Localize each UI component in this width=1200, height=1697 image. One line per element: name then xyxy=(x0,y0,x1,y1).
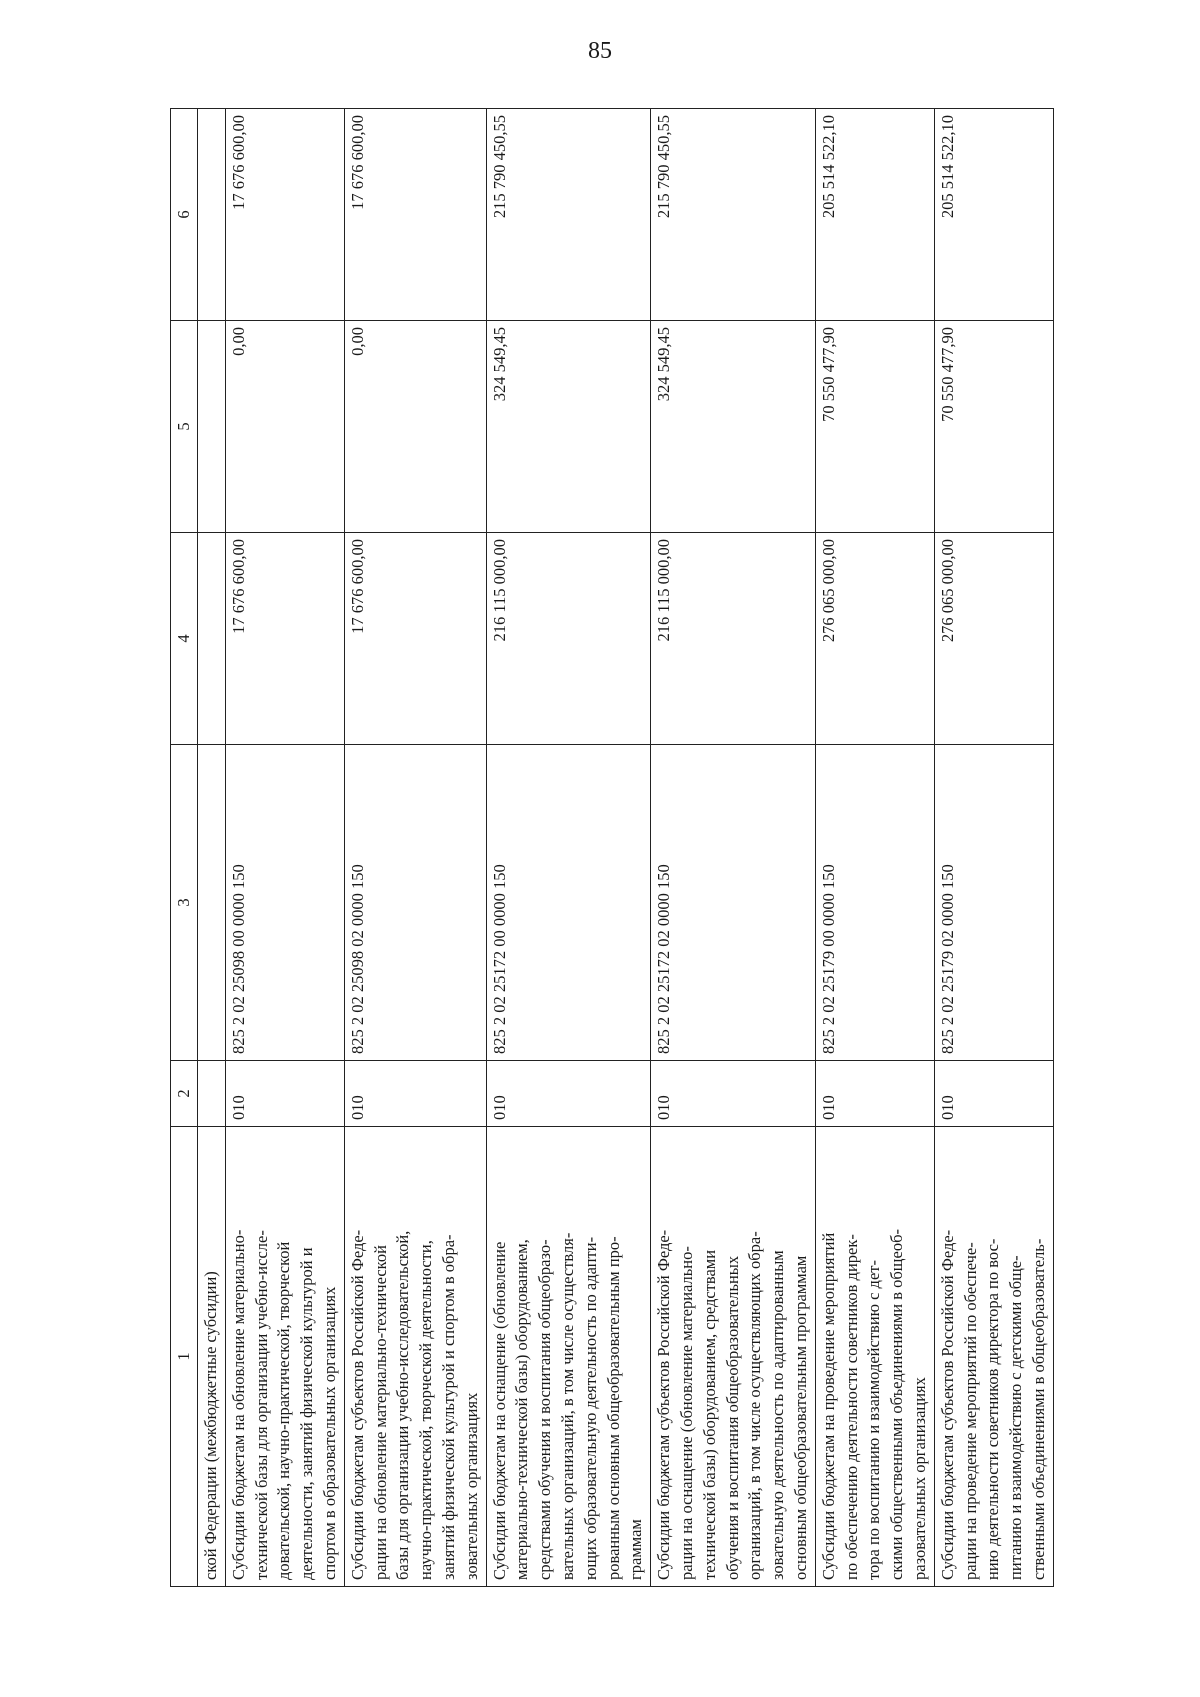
row-name-line: научно-практической, творческой деятельности, xyxy=(416,1240,436,1580)
row-code: 010 xyxy=(486,1061,651,1127)
row-amount-col5: 70 550 477,90 xyxy=(934,321,1053,533)
table-cell xyxy=(198,533,226,745)
row-name-line: рации на обновление материально-технической xyxy=(370,1245,390,1580)
row-name-line: Субсидии бюджетам на оснащение (обновление xyxy=(489,1241,509,1580)
row-name-line: рованным основным общеобразовательным про- xyxy=(603,1236,623,1580)
row-kbk-code: 825 2 02 25172 00 0000 150 xyxy=(486,745,651,1061)
row-name-line: Субсидии бюджетам субъектов Российской Феде- xyxy=(347,1229,367,1580)
row-name-line: базы для организации учебно-исследовательской, xyxy=(393,1230,413,1580)
column-header-3: 3 xyxy=(171,745,198,1061)
row-name-line: ющих образовательную деятельность по адапти- xyxy=(580,1236,600,1580)
row-amount-col5: 324 549,45 xyxy=(651,321,816,533)
row-kbk-code: 825 2 02 25098 02 0000 150 xyxy=(344,745,486,1061)
table-cell xyxy=(198,1061,226,1127)
row-amount-col5: 70 550 477,90 xyxy=(815,321,934,533)
column-header-4: 4 xyxy=(171,533,198,745)
row-amount-col4: 216 115 000,00 xyxy=(486,533,651,745)
row-amount-col6: 17 676 600,00 xyxy=(225,109,344,321)
row-name-line: Субсидии бюджетам на обновление материально- xyxy=(228,1229,248,1580)
row-name-line: нию деятельности советников директора по вос- xyxy=(983,1238,1003,1580)
row-name-line: спортом в образовательных организациях xyxy=(319,1286,339,1580)
row-amount-col6: 205 514 522,10 xyxy=(815,109,934,321)
row-name xyxy=(815,1127,934,1587)
table-row xyxy=(651,109,816,1587)
row-name-line: занятий физической культурой и спортом в обра- xyxy=(438,1234,458,1580)
row-amount-col6: 215 790 450,55 xyxy=(486,109,651,321)
continuation-row xyxy=(198,109,226,1587)
table-row xyxy=(815,109,934,1587)
row-name-line: ственными объединениями в общеобразователь- xyxy=(1028,1238,1048,1580)
row-amount-col6: 215 790 450,55 xyxy=(651,109,816,321)
row-code: 010 xyxy=(934,1061,1053,1127)
column-header-6: 6 xyxy=(171,109,198,321)
row-name xyxy=(651,1127,816,1587)
row-name-line: вательных организаций, в том числе осуществля- xyxy=(557,1232,577,1580)
row-name-line: зовательную деятельность по адаптированным xyxy=(768,1250,788,1580)
row-name-line: рации на проведение мероприятий по обеспече- xyxy=(960,1242,980,1580)
row-kbk-code: 825 2 02 25098 00 0000 150 xyxy=(225,745,344,1061)
row-amount-col4: 17 676 600,00 xyxy=(344,533,486,745)
page-number: 85 xyxy=(588,38,612,64)
row-kbk-code: 825 2 02 25172 02 0000 150 xyxy=(651,745,816,1061)
row-name xyxy=(486,1127,651,1587)
table-cell xyxy=(198,745,226,1061)
header-row xyxy=(171,109,198,1587)
row-name-line: технической базы) оборудованием, средствами xyxy=(699,1249,719,1580)
row-name-line: граммам xyxy=(626,1519,646,1580)
row-amount-col4: 17 676 600,00 xyxy=(225,533,344,745)
column-header-5: 5 xyxy=(171,321,198,533)
row-amount-col6: 205 514 522,10 xyxy=(934,109,1053,321)
row-amount-col4: 276 065 000,00 xyxy=(934,533,1053,745)
table-cell xyxy=(198,109,226,321)
row-amount-col4: 276 065 000,00 xyxy=(815,533,934,745)
row-code: 010 xyxy=(815,1061,934,1127)
row-name xyxy=(934,1127,1053,1587)
row-code: 010 xyxy=(651,1061,816,1127)
row-amount-col5: 324 549,45 xyxy=(486,321,651,533)
row-name-line: технической базы для организации учебно-иссле- xyxy=(251,1230,271,1580)
table-row xyxy=(344,109,486,1587)
table-wrapper xyxy=(170,109,1048,1587)
row-name-line: рации на оснащение (обновление материально- xyxy=(676,1246,696,1580)
rotated-table-container xyxy=(170,109,1048,1587)
row-name-line: Субсидии бюджетам на проведение мероприятий xyxy=(818,1232,838,1580)
budget-table xyxy=(170,108,1054,1587)
table-row xyxy=(225,109,344,1587)
row-code: 010 xyxy=(344,1061,486,1127)
row-kbk-code: 825 2 02 25179 02 0000 150 xyxy=(934,745,1053,1061)
row-name-line: организаций, в том числе осуществляющих обра- xyxy=(745,1231,765,1580)
column-header-2: 2 xyxy=(171,1061,198,1127)
table-row xyxy=(486,109,651,1587)
row-name-line: довательской, научно-практической, творческой xyxy=(274,1241,294,1580)
row-name-line: разовательных организациях xyxy=(909,1377,929,1580)
continuation-text: ской Федерации (межбюджетные субсидии) xyxy=(198,1127,226,1587)
row-name-line: Субсидии бюджетам субъектов Российской Феде- xyxy=(654,1229,674,1580)
row-name xyxy=(344,1127,486,1587)
row-name-line: питанию и взаимодействию с детскими обще- xyxy=(1006,1255,1026,1580)
row-amount-col4: 216 115 000,00 xyxy=(651,533,816,745)
table-cell xyxy=(198,321,226,533)
row-name-line: скими общественными объединениями в общеоб- xyxy=(887,1229,907,1580)
row-amount-col6: 17 676 600,00 xyxy=(344,109,486,321)
row-name-line: тора по воспитанию и взаимодействию с дет- xyxy=(864,1260,884,1580)
table-row xyxy=(934,109,1053,1587)
row-name-line: Субсидии бюджетам субъектов Российской Феде- xyxy=(937,1229,957,1580)
row-name-line: по обеспечению деятельности советников дирек- xyxy=(841,1234,861,1580)
row-amount-col5: 0,00 xyxy=(344,321,486,533)
row-name-line: основным общеобразовательным программам xyxy=(790,1255,810,1580)
row-name-line: деятельности, занятий физической культурой и xyxy=(297,1247,317,1580)
row-name xyxy=(225,1127,344,1587)
column-header-1: 1 xyxy=(171,1127,198,1587)
row-name-line: материально-технической базы) оборудованием, xyxy=(512,1239,532,1580)
row-name-line: обучения и воспитания общеобразовательных xyxy=(722,1255,742,1580)
row-code: 010 xyxy=(225,1061,344,1127)
row-kbk-code: 825 2 02 25179 00 0000 150 xyxy=(815,745,934,1061)
row-amount-col5: 0,00 xyxy=(225,321,344,533)
row-name-line: зовательных организациях xyxy=(461,1392,481,1580)
row-name-line: средствами обучения и воспитания общеобразо- xyxy=(535,1239,555,1580)
